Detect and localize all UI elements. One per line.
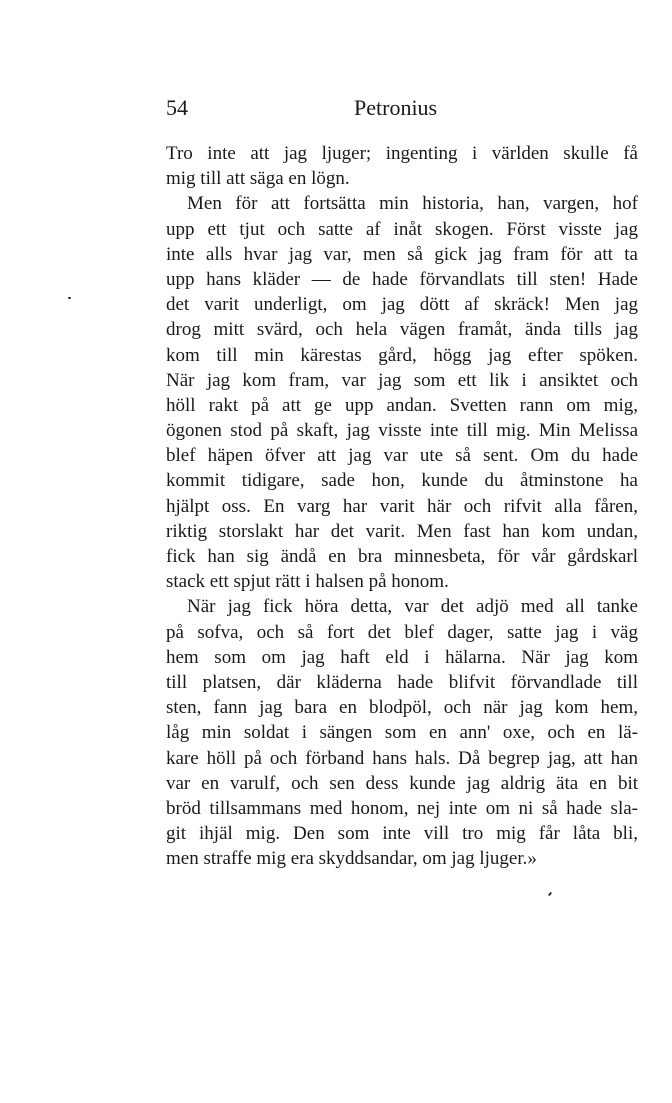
text-line: sten, fann jag bara en blodpöl, och när jag kom hem, (166, 697, 638, 719)
text-line: inte alls hvar jag var, men så gick jag fram för att ta (166, 243, 638, 265)
text-line: på sofva, och så fort det blef dager, satte jag i väg (166, 621, 638, 643)
text-line: stack ett spjut rätt i halsen på honom. (166, 571, 449, 593)
text-line: kom till min kärestas gård, högg jag efter spöken. (166, 344, 638, 366)
text-line: det varit underligt, om jag dött af skräck! Men jag (166, 294, 638, 316)
text-line: hjälpt oss. En varg har varit här och rifvit alla fåren, (166, 495, 638, 517)
text-line: drog mitt svärd, och hela vägen framåt, ända tills jag (166, 319, 638, 341)
text-line: ögonen stod på skaft, jag visste inte till mig. Min Melissa (166, 420, 638, 442)
text-line: hem som om jag haft eld i hälarna. När jag kom (166, 646, 638, 668)
text-line: git ihjäl mig. Den som inte vill tro mig får låta bli, (166, 823, 638, 845)
text-line: kommit tidigare, sade hon, kunde du åtminstone ha (166, 470, 638, 492)
text-line: Men för att fortsätta min historia, han, vargen, hof (187, 193, 638, 215)
body-text (166, 141, 638, 871)
ink-speck (68, 297, 71, 299)
text-line: upp hans kläder — de hade förvandlats till sten! Hade (166, 268, 638, 290)
running-title: Petronius (354, 95, 438, 120)
text-line: låg min soldat i sängen som en ann' oxe, och en lä- (166, 722, 638, 744)
text-line: till platsen, där kläderna hade blifvit förvandlade till (166, 671, 638, 693)
text-line: kare höll på och förband hans hals. Då begrep jag, att han (166, 747, 638, 769)
text-line: mig till att säga en lögn. (166, 168, 350, 190)
text-line: Tro inte att jag ljuger; ingenting i världen skulle få (166, 143, 638, 164)
text-line: När jag kom fram, var jag som ett lik i ansiktet och (166, 369, 638, 391)
text-line: höll rakt på att ge upp andan. Svetten rann om mig, (166, 394, 638, 416)
text-line: men straffe mig era skyddsandar, om jag ljuger.» (166, 848, 537, 870)
text-line: När jag fick höra detta, var det adjö med all tanke (187, 596, 638, 618)
page-number: 54 (166, 95, 188, 120)
text-line: riktig storslakt har det varit. Men fast han kom undan, (166, 520, 638, 542)
text-line: bröd tillsammans med honom, nej inte om ni så hade sla- (166, 797, 638, 819)
text-line: upp ett tjut och satte af inåt skogen. Först visste jag (166, 218, 638, 240)
ink-speck (548, 892, 552, 896)
text-line: var en varulf, och sen dess kunde jag aldrig äta en bit (166, 772, 638, 794)
text-line: fick han sig ändå en bra minnesbeta, för vår gårdskarl (166, 546, 638, 567)
text-line: blef häpen öfver att jag var ute så sent. Om du hade (166, 445, 638, 467)
